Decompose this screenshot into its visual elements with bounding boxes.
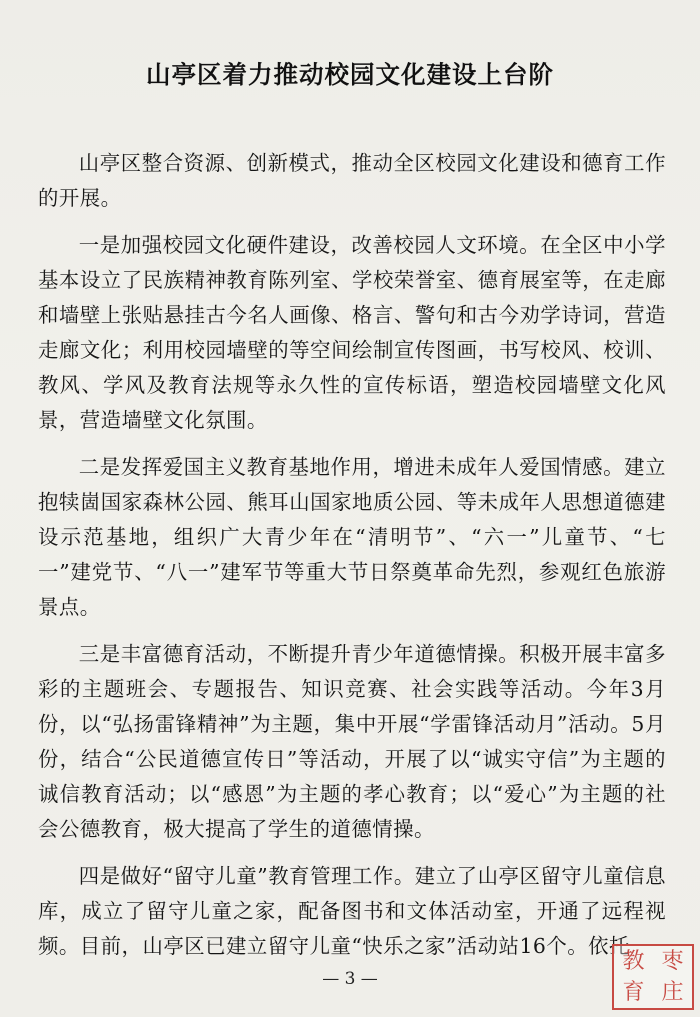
paragraph-1: 一是加强校园文化硬件建设，改善校园人文环境。在全区中小学基本设立了民族精神教育陈列室、学校荣誉室、德育展室等，在走廊和墙壁上张贴悬挂古今名人画像、格言、警句和古今劝学诗词，营造走廊文化；利用校园墙壁的等空间绘制宣传图画，书写校风、校训、教风、学风及教育法规等永久性的宣传标语，塑造校园墙壁文化风景，营造墙壁文化氛围。 (38, 233, 666, 432)
stamp-char: 枣 (661, 948, 684, 974)
stamp-char: 教 (622, 948, 645, 974)
paragraph-2: 二是发挥爱国主义教育基地作用，增进未成年人爱国情感。建立抱犊崮国家森林公园、熊耳山国家地质公园、等未成年人思想道德建设示范基地，组织广大青少年在“清明节”、“六一”儿童节、“七一”建党节、“八一”建军节等重大节日祭奠革命先烈，参观红色旅游景点。 (38, 455, 666, 619)
paragraph-4: 四是做好“留守儿童”教育管理工作。建立了山亭区留守儿童信息库，成立了留守儿童之家，配备图书和文体活动室，开通了远程视频。目前，山亭区已建立留守儿童“快乐之家”活动站16个。依托 (38, 864, 666, 958)
document-body (38, 146, 666, 976)
document-title: 山亭区着力推动校园文化建设上台阶 (146, 60, 554, 89)
paragraph-intro: 山亭区整合资源、创新模式，推动全区校园文化建设和德育工作的开展。 (38, 151, 666, 210)
seal-stamp (612, 944, 694, 1010)
stamp-char: 庄 (661, 979, 684, 1005)
paragraph-3: 三是丰富德育活动，不断提升青少年道德情操。积极开展丰富多彩的主题班会、专题报告、知识竞赛、社会实践等活动。今年3月份，以“弘扬雷锋精神”为主题，集中开展“学雷锋活动月”活动。5月份，结合“公民道德宣传日”等活动，开展了以“诚实守信”为主题的诚信教育活动；以“感恩”为主题的孝心教育；以“爱心”为主题的社会公德教育，极大提高了学生的道德情操。 (38, 642, 666, 841)
stamp-char: 育 (622, 979, 645, 1005)
page-number: — 3 — (322, 969, 378, 989)
